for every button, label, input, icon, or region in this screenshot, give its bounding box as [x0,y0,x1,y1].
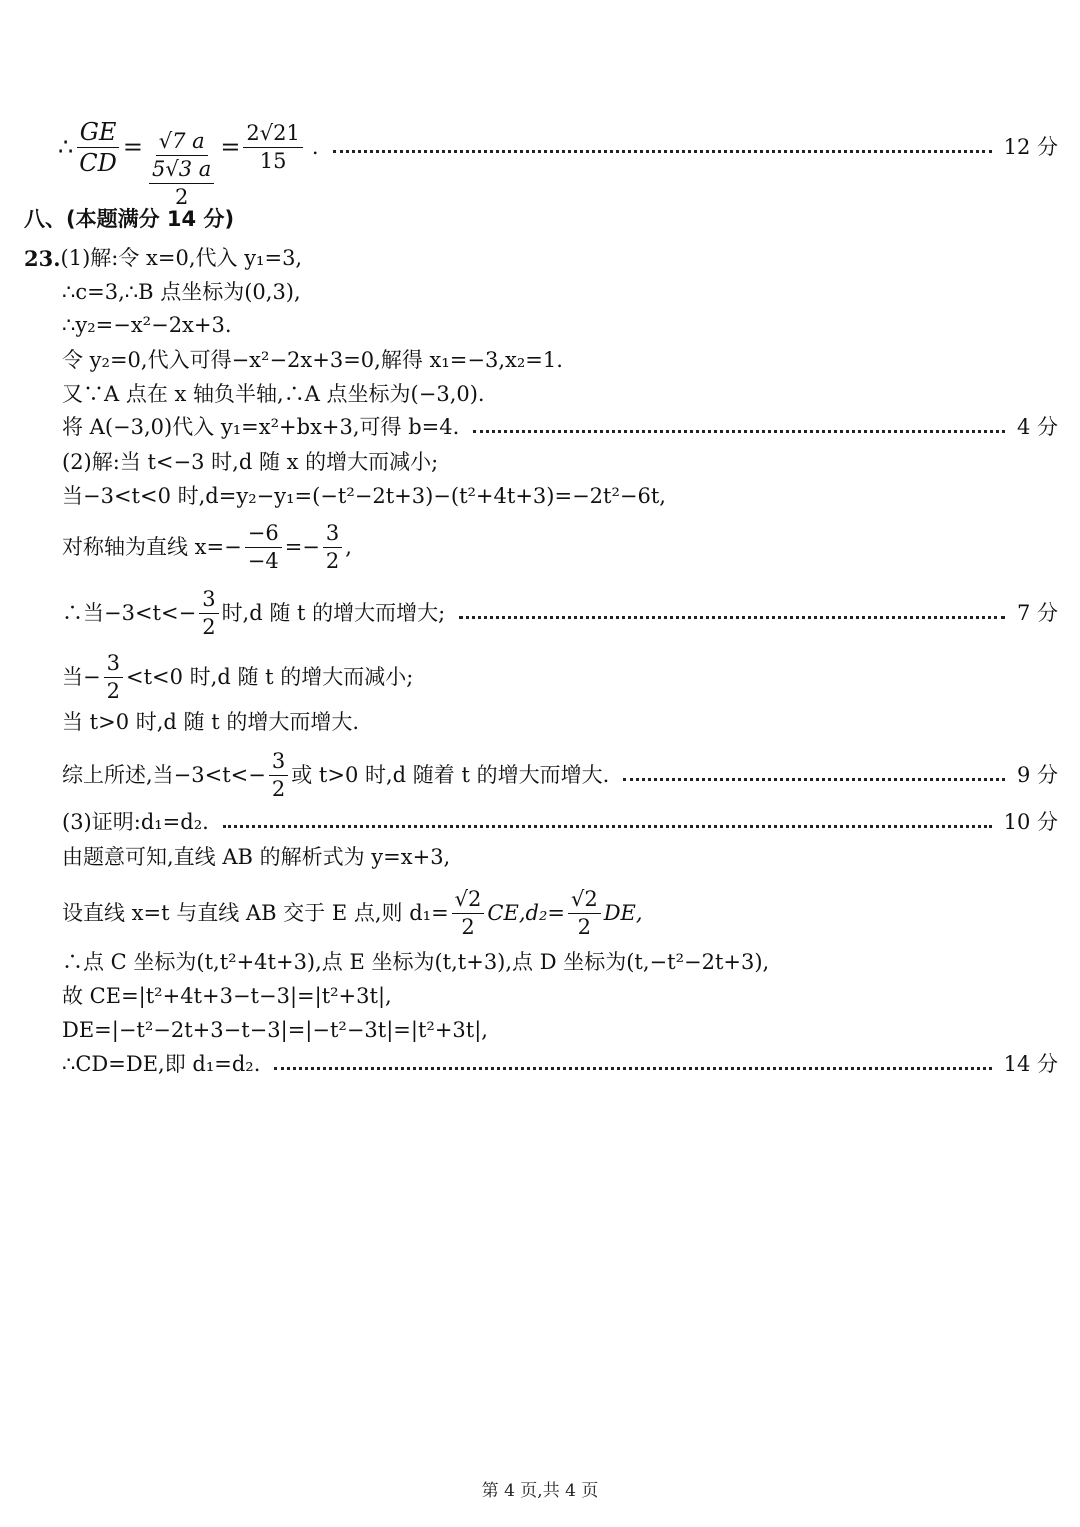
solution-line: 当−3<t<0 时,d=y₂−y₁=(−t²−2t+3)−(t²+4t+3)=−2t²−6t, [62,484,666,508]
dot-leader [623,778,1005,781]
solution-line: (2)解:当 t<−3 时,d 随 x 的增大而减小; [62,450,439,474]
nested-fraction: $\frac{√7 a}{\frac{5√3 a}{2}}$ [146,130,217,209]
dot-leader [459,616,1005,619]
ratio-result-line: ∴ $\frac{GE}{CD}$ = $\frac{√7 a}{\frac{5√3 a}{2}}$ = $\frac{2√21}{15}$ . 12 分 [58,117,1058,210]
question-number: 23. [24,246,61,271]
ratio-ge-cd: $\frac{GE}{CD}$ [76,119,120,177]
fraction: $\frac{3}{2}$ [199,588,218,639]
q23-part1-line: 23. (1)解:令 x=0,代入 y₁=3, [24,246,303,271]
fraction: $\frac{-6}{-4}$ [245,522,282,573]
solution-line-scored: ∴当−3<t<− $\frac{3}{2}$ 时,d 随 t 的增大而增大; 7 分 [62,587,1058,640]
solution-line: 故 CE=|t²+4t+3−t−3|=|t²+3t|, [62,984,392,1008]
dot-leader [473,430,1005,433]
fraction: $\frac{√2}{2}$ [452,888,485,939]
solution-line: 令 y₂=0,代入可得−x²−2x+3=0,解得 x₁=−3,x₂=1. [62,348,563,372]
dot-leader [274,1067,991,1070]
score-10: 10 分 [1003,810,1058,834]
axis-of-symmetry-line: 对称轴为直线 x=− $\frac{-6}{-4}$ =− $\frac{3}{2}$ , [62,521,352,574]
fraction: $\frac{3}{2}$ [323,522,342,573]
solution-line: 当− $\frac{3}{2}$ <t<0 时,d 随 t 的增大而减小; [62,651,414,704]
solution-line: 当 t>0 时,d 随 t 的增大而增大. [62,710,360,734]
solution-line: ∴c=3,∴B 点坐标为(0,3), [62,280,301,304]
score-12: 12 分 [1003,135,1058,160]
solution-line: DE=|−t²−2t+3−t−3|=|−t²−3t|=|t²+3t|, [62,1018,488,1042]
solution-line: ∴y₂=−x²−2x+3. [62,313,232,337]
score-7: 7 分 [1016,601,1058,625]
solution-line-scored: 将 A(−3,0)代入 y₁=x²+bx+3,可得 b=4. 4 分 [62,415,1058,439]
dot-leader [223,825,992,828]
fraction: $\frac{3}{2}$ [104,652,123,703]
solution-line: 又∵A 点在 x 轴负半轴,∴A 点坐标为(−3,0). [62,382,485,406]
score-4: 4 分 [1016,415,1058,439]
score-14: 14 分 [1003,1052,1058,1076]
page-footer: 第 4 页,共 4 页 [481,1481,599,1501]
simplified-fraction: $\frac{2√21}{15}$ [243,122,302,173]
score-9: 9 分 [1016,763,1058,787]
summary-line-scored: 综上所述,当−3<t<− $\frac{3}{2}$ 或 t>0 时,d 随着 t 的增大而增大. 9 分 [62,749,1058,802]
dot-leader [333,150,992,153]
proof-start-line: (3)证明:d₁=d₂. 10 分 [62,810,1058,834]
solution-line: 由题意可知,直线 AB 的解析式为 y=x+3, [62,845,451,869]
fraction: $\frac{√2}{2}$ [568,888,601,939]
solution-line: ∴点 C 坐标为(t,t²+4t+3),点 E 坐标为(t,t+3),点 D 坐标为(t,−t²−2t+3), [62,950,770,974]
therefore-symbol: ∴ [58,133,74,162]
conclusion-line-scored: ∴CD=DE,即 d₁=d₂. 14 分 [62,1052,1058,1076]
section-heading: 八、(本题满分 14 分) [24,207,235,231]
fraction: $\frac{3}{2}$ [269,750,288,801]
solution-line: 设直线 x=t 与直线 AB 交于 E 点,则 d₁= $\frac{√2}{2}$ CE,d₂= $\frac{√2}{2}$ DE, [62,887,643,940]
